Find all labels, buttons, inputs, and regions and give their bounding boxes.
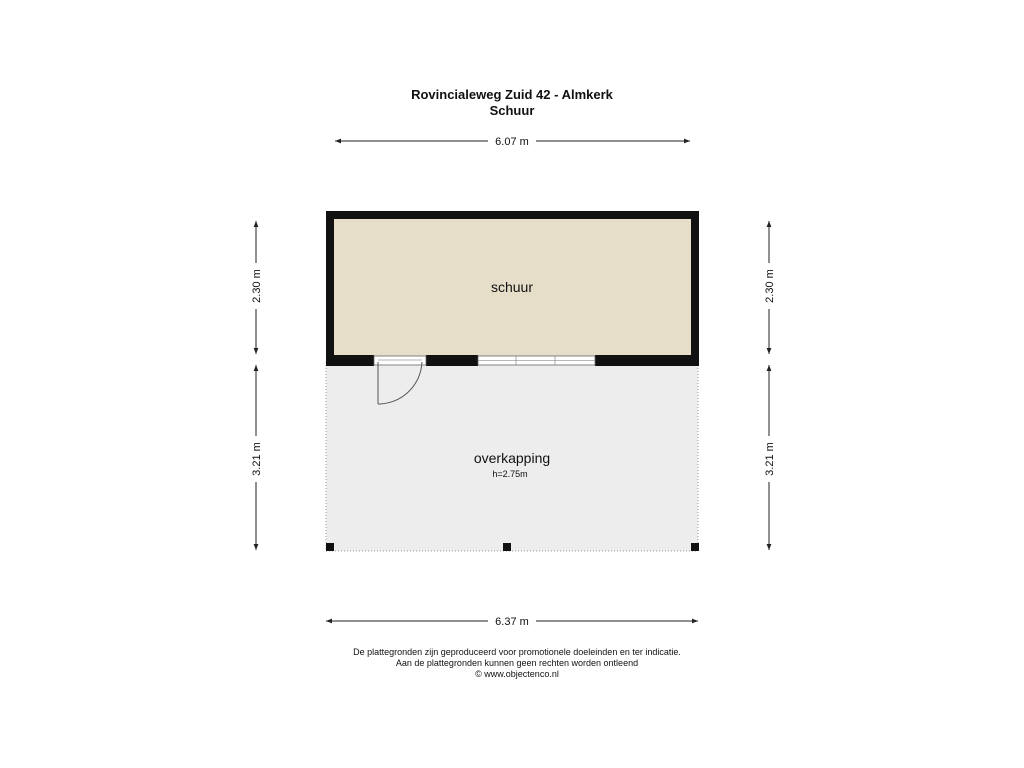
- overkapping-label: overkapping: [473, 450, 551, 466]
- right-lower-label: 3.21 m: [764, 442, 776, 476]
- left-lower-label: 3.21 m: [251, 442, 263, 476]
- post-middle: [503, 543, 511, 551]
- right-dimension-upper: [764, 221, 776, 354]
- bottom-dimension-label: 6.37 m: [495, 616, 529, 628]
- bottom-dimension: [326, 616, 698, 628]
- copyright-line: © www.objectenco.nl: [475, 669, 559, 679]
- plan-title: Rovincialeweg Zuid 42 - Almkerk: [411, 87, 613, 102]
- disclaimer-line-1: De plattegronden zijn geproduceerd voor promotionele doeleinden en ter indicatie.: [353, 647, 681, 657]
- right-dimension-lower: [764, 365, 776, 550]
- right-upper-label: 2.30 m: [764, 269, 776, 303]
- left-dimension-upper: [251, 221, 263, 354]
- disclaimer-line-2: Aan de plattegronden kunnen geen rechten worden ontleend: [395, 658, 639, 668]
- plan-subtitle: Schuur: [489, 103, 535, 118]
- window-opening: [478, 356, 595, 365]
- schuur-label: schuur: [490, 279, 534, 295]
- post-left: [326, 543, 334, 551]
- left-dimension-lower: [251, 365, 263, 550]
- left-upper-label: 2.30 m: [251, 269, 263, 303]
- top-dimension-label: 6.07 m: [495, 136, 529, 148]
- post-right: [691, 543, 699, 551]
- top-dimension: [335, 136, 690, 148]
- overkapping-height: h=2.75m: [492, 469, 528, 479]
